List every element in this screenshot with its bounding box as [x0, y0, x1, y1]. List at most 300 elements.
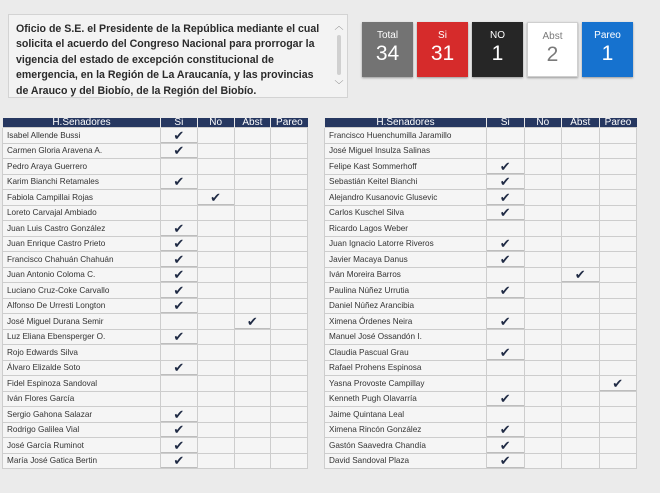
senator-name: Luz Eliana Ebensperger O. — [3, 329, 161, 345]
vote-cell-abst — [234, 298, 271, 314]
col-header-pareo: Pareo — [271, 118, 308, 128]
vote-cell-pareo — [599, 314, 637, 330]
vote-cell-pareo — [599, 174, 637, 190]
vote-cell-no — [197, 314, 234, 330]
vote-cell-pareo — [271, 376, 308, 392]
vote-cell-abst — [234, 205, 271, 221]
table-row — [3, 422, 308, 438]
senator-name: Gastón Saavedra Chandía — [325, 438, 487, 454]
vote-cell-si — [161, 267, 198, 283]
senator-name: Rodrigo Galilea Vial — [3, 422, 161, 438]
scroll-track[interactable] — [337, 35, 341, 75]
vote-cell-abst — [234, 345, 271, 361]
senator-name: Karim Bianchi Retamales — [3, 174, 161, 190]
senator-name: Loreto Carvajal Ambiado — [3, 205, 161, 221]
vote-cell-si — [161, 407, 198, 423]
vote-cell-abst — [234, 236, 271, 252]
vote-cell-no — [197, 174, 234, 190]
vote-cell-no — [197, 376, 234, 392]
vote-cell-abst — [562, 283, 600, 299]
vote-cell-pareo — [271, 174, 308, 190]
tally-pareo-value: 1 — [601, 42, 614, 65]
vote-cell-abst — [234, 438, 271, 454]
vote-cell-abst — [562, 314, 600, 330]
table-row — [3, 453, 308, 469]
checkmark-icon: ✔ — [210, 189, 222, 205]
table-row — [325, 314, 637, 330]
tally-total-label: Total — [376, 30, 399, 41]
checkmark-icon: ✔ — [499, 282, 511, 298]
vote-cell-abst — [234, 391, 271, 407]
vote-cell-pareo — [271, 314, 308, 330]
checkmark-icon: ✔ — [499, 391, 511, 407]
vote-cell-no — [524, 221, 562, 237]
vote-cell-si — [487, 360, 525, 376]
vote-cell-no — [524, 360, 562, 376]
vote-cell-pareo — [271, 360, 308, 376]
vote-cell-abst — [562, 329, 600, 345]
table-row — [325, 236, 637, 252]
checkmark-icon: ✔ — [173, 453, 185, 469]
table-row — [3, 267, 308, 283]
col-header-si: Si — [487, 118, 525, 128]
col-header-abst: Abst — [234, 118, 271, 128]
vote-cell-abst — [562, 438, 600, 454]
vote-cell-si — [487, 314, 525, 330]
vote-cell-no — [197, 236, 234, 252]
chevron-up-icon[interactable]: ︿ — [334, 21, 344, 31]
table-header-row — [325, 118, 637, 128]
table-row — [325, 221, 637, 237]
vote-cell-pareo — [271, 407, 308, 423]
table-row — [3, 143, 308, 159]
checkmark-icon: ✔ — [173, 329, 185, 345]
vote-cell-pareo — [599, 221, 637, 237]
senator-name: Luciano Cruz-Coke Carvallo — [3, 283, 161, 299]
checkmark-icon: ✔ — [173, 174, 185, 190]
motion-scrollbar[interactable] — [333, 19, 345, 91]
vote-cell-pareo — [271, 128, 308, 144]
vote-cell-pareo — [599, 252, 637, 268]
checkmark-icon: ✔ — [499, 437, 511, 453]
vote-cell-pareo — [271, 329, 308, 345]
vote-cell-si — [487, 190, 525, 206]
senators-right-body — [325, 128, 637, 469]
tally-si-label: Si — [438, 30, 447, 41]
vote-cell-pareo — [599, 283, 637, 299]
senator-name: Rafael Prohens Espinosa — [325, 360, 487, 376]
vote-cell-no — [524, 159, 562, 175]
senator-name: Sebastián Keitel Bianchi — [325, 174, 487, 190]
table-row — [3, 174, 308, 190]
checkmark-icon: ✔ — [499, 189, 511, 205]
table-row — [3, 314, 308, 330]
table-row — [3, 438, 308, 454]
vote-cell-abst — [562, 360, 600, 376]
col-header-no: No — [524, 118, 562, 128]
vote-cell-si — [161, 159, 198, 175]
vote-cell-pareo — [271, 391, 308, 407]
checkmark-icon: ✔ — [499, 236, 511, 252]
vote-cell-abst — [562, 174, 600, 190]
table-row — [3, 205, 308, 221]
checkmark-icon: ✔ — [499, 174, 511, 190]
checkmark-icon: ✔ — [173, 360, 185, 376]
table-row — [325, 174, 637, 190]
vote-cell-si — [487, 267, 525, 283]
vote-cell-abst — [234, 159, 271, 175]
senator-name: Daniel Núñez Arancibia — [325, 298, 487, 314]
vote-cell-no — [524, 252, 562, 268]
vote-cell-abst — [562, 267, 600, 283]
vote-cell-abst — [234, 190, 271, 206]
vote-cell-abst — [234, 283, 271, 299]
table-row — [3, 236, 308, 252]
senator-name: David Sandoval Plaza — [325, 453, 487, 469]
senator-name: José Miguel Insulza Salinas — [325, 143, 487, 159]
vote-cell-pareo — [599, 236, 637, 252]
vote-cell-si — [161, 236, 198, 252]
vote-cell-si — [161, 422, 198, 438]
vote-cell-si — [487, 391, 525, 407]
senators-table-left — [2, 118, 308, 469]
vote-cell-no — [197, 159, 234, 175]
vote-cell-no — [524, 314, 562, 330]
tally-no — [472, 22, 523, 77]
table-row — [325, 438, 637, 454]
vote-cell-abst — [234, 174, 271, 190]
vote-cell-pareo — [599, 422, 637, 438]
senator-name: Juan Ignacio Latorre Riveros — [325, 236, 487, 252]
vote-cell-si — [161, 128, 198, 144]
vote-cell-pareo — [271, 298, 308, 314]
table-row — [3, 283, 308, 299]
checkmark-icon: ✔ — [173, 437, 185, 453]
table-row — [325, 159, 637, 175]
senator-name: Jaime Quintana Leal — [325, 407, 487, 423]
senator-name: Iván Flores García — [3, 391, 161, 407]
vote-cell-pareo — [599, 345, 637, 361]
vote-cell-abst — [234, 221, 271, 237]
table-row — [325, 143, 637, 159]
vote-cell-pareo — [599, 159, 637, 175]
vote-cell-no — [524, 174, 562, 190]
table-row — [325, 360, 637, 376]
senator-name: Alejandro Kusanovic Glusevic — [325, 190, 487, 206]
senator-name: Claudia Pascual Grau — [325, 345, 487, 361]
vote-cell-si — [487, 143, 525, 159]
vote-cell-no — [197, 267, 234, 283]
checkmark-icon: ✔ — [173, 236, 185, 252]
vote-cell-no — [524, 407, 562, 423]
checkmark-icon: ✔ — [173, 406, 185, 422]
vote-cell-si — [487, 329, 525, 345]
col-header-pareo: Pareo — [599, 118, 637, 128]
vote-cell-abst — [562, 376, 600, 392]
senator-name: José Miguel Durana Semir — [3, 314, 161, 330]
vote-cell-si — [161, 298, 198, 314]
vote-cell-si — [161, 391, 198, 407]
table-row — [3, 190, 308, 206]
vote-cell-no — [524, 329, 562, 345]
table-row — [325, 407, 637, 423]
tally-abst-value: 2 — [546, 43, 559, 66]
tally-si — [417, 22, 468, 77]
checkmark-icon: ✔ — [499, 344, 511, 360]
vote-cell-pareo — [271, 205, 308, 221]
vote-cell-abst — [234, 360, 271, 376]
vote-cell-abst — [234, 407, 271, 423]
checkmark-icon: ✔ — [173, 251, 185, 267]
table-row — [3, 252, 308, 268]
vote-cell-abst — [562, 128, 600, 144]
vote-cell-pareo — [599, 128, 637, 144]
table-row — [325, 267, 637, 283]
vote-cell-no — [524, 128, 562, 144]
senator-name: Alfonso De Urresti Longton — [3, 298, 161, 314]
senator-name: Ximena Órdenes Neira — [325, 314, 487, 330]
vote-cell-abst — [562, 252, 600, 268]
vote-cell-no — [524, 190, 562, 206]
col-header-no: No — [197, 118, 234, 128]
vote-cell-abst — [562, 190, 600, 206]
checkmark-icon: ✔ — [173, 220, 185, 236]
senators-left-body — [3, 128, 308, 469]
vote-cell-no — [197, 345, 234, 361]
senator-name: Paulina Núñez Urrutia — [325, 283, 487, 299]
senator-name: Manuel José Ossandón I. — [325, 329, 487, 345]
table-row — [325, 128, 637, 144]
vote-cell-si — [161, 283, 198, 299]
vote-cell-si — [161, 252, 198, 268]
vote-cell-si — [487, 174, 525, 190]
vote-cell-pareo — [271, 345, 308, 361]
vote-cell-abst — [234, 314, 271, 330]
vote-cell-si — [161, 143, 198, 159]
vote-cell-si — [487, 345, 525, 361]
table-row — [3, 391, 308, 407]
table-header-row — [3, 118, 308, 128]
checkmark-icon: ✔ — [499, 158, 511, 174]
vote-cell-abst — [562, 453, 600, 469]
vote-cell-abst — [234, 376, 271, 392]
vote-cell-pareo — [599, 360, 637, 376]
vote-cell-si — [161, 174, 198, 190]
senator-name: Ximena Rincón González — [325, 422, 487, 438]
vote-cell-si — [161, 438, 198, 454]
vote-cell-no — [524, 376, 562, 392]
senator-name: Iván Moreira Barros — [325, 267, 487, 283]
senator-name: Javier Macaya Danus — [325, 252, 487, 268]
col-header-senadores: H.Senadores — [3, 118, 161, 128]
vote-cell-si — [487, 407, 525, 423]
senator-name: Carmen Gloria Aravena A. — [3, 143, 161, 159]
vote-cell-pareo — [271, 190, 308, 206]
table-row — [325, 190, 637, 206]
col-header-si: Si — [161, 118, 198, 128]
vote-cell-si — [487, 205, 525, 221]
senator-name: Pedro Araya Guerrero — [3, 159, 161, 175]
table-row — [325, 329, 637, 345]
vote-cell-abst — [234, 252, 271, 268]
vote-cell-si — [161, 329, 198, 345]
table-row — [3, 407, 308, 423]
vote-cell-si — [487, 252, 525, 268]
vote-cell-pareo — [599, 267, 637, 283]
vote-cell-no — [197, 391, 234, 407]
motion-panel — [8, 14, 348, 98]
vote-cell-si — [487, 422, 525, 438]
tally-abst — [527, 22, 578, 77]
senator-name: María José Gatica Bertin — [3, 453, 161, 469]
vote-cell-abst — [562, 159, 600, 175]
col-header-abst: Abst — [562, 118, 600, 128]
vote-cell-no — [197, 221, 234, 237]
checkmark-icon: ✔ — [499, 453, 511, 469]
vote-cell-abst — [562, 422, 600, 438]
vote-cell-abst — [562, 143, 600, 159]
vote-cell-no — [197, 422, 234, 438]
vote-cell-no — [524, 453, 562, 469]
vote-cell-pareo — [271, 252, 308, 268]
vote-cell-abst — [562, 236, 600, 252]
senators-table-right — [324, 118, 637, 469]
vote-cell-pareo — [599, 143, 637, 159]
vote-cell-no — [197, 438, 234, 454]
table-row — [3, 376, 308, 392]
vote-cell-no — [524, 391, 562, 407]
senator-name: Fabiola Campillai Rojas — [3, 190, 161, 206]
vote-cell-abst — [562, 345, 600, 361]
vote-cell-pareo — [271, 159, 308, 175]
checkmark-icon: ✔ — [574, 267, 586, 283]
vote-cell-no — [197, 252, 234, 268]
vote-cell-si — [487, 453, 525, 469]
table-row — [325, 453, 637, 469]
tally-total-value: 34 — [375, 42, 400, 65]
chevron-down-icon[interactable]: ﹀ — [334, 80, 344, 90]
checkmark-icon: ✔ — [173, 422, 185, 438]
senator-name: Rojo Edwards Silva — [3, 345, 161, 361]
vote-cell-no — [524, 283, 562, 299]
senator-name: Fidel Espinoza Sandoval — [3, 376, 161, 392]
table-row — [3, 128, 308, 144]
vote-cell-pareo — [271, 438, 308, 454]
vote-cell-si — [487, 376, 525, 392]
vote-cell-pareo — [271, 422, 308, 438]
vote-cell-no — [197, 298, 234, 314]
tally-no-value: 1 — [491, 42, 504, 65]
checkmark-icon: ✔ — [173, 267, 185, 283]
table-row — [325, 345, 637, 361]
vote-cell-abst — [562, 407, 600, 423]
col-header-senadores: H.Senadores — [325, 118, 487, 128]
table-row — [3, 329, 308, 345]
vote-cell-abst — [562, 205, 600, 221]
vote-cell-no — [197, 128, 234, 144]
vote-cell-abst — [562, 298, 600, 314]
vote-cell-pareo — [599, 190, 637, 206]
senator-name: Francisco Huenchumilla Jaramillo — [325, 128, 487, 144]
vote-cell-no — [524, 298, 562, 314]
vote-cell-no — [197, 329, 234, 345]
vote-cell-si — [487, 298, 525, 314]
tally-no-label: NO — [490, 30, 505, 41]
checkmark-icon: ✔ — [173, 127, 185, 143]
vote-cell-pareo — [271, 267, 308, 283]
senator-name: Isabel Allende Bussi — [3, 128, 161, 144]
vote-cell-no — [197, 283, 234, 299]
vote-cell-no — [524, 205, 562, 221]
vote-cell-si — [487, 283, 525, 299]
senator-name: Álvaro Elizalde Soto — [3, 360, 161, 376]
table-row — [3, 298, 308, 314]
vote-cell-no — [524, 345, 562, 361]
senator-name: José García Ruminot — [3, 438, 161, 454]
vote-cell-si — [161, 314, 198, 330]
vote-cell-no — [524, 236, 562, 252]
vote-cell-no — [197, 360, 234, 376]
table-row — [325, 391, 637, 407]
vote-cell-pareo — [599, 298, 637, 314]
tally-pareo — [582, 22, 633, 77]
vote-cell-no — [524, 143, 562, 159]
vote-cell-abst — [234, 267, 271, 283]
table-row — [325, 376, 637, 392]
table-row — [3, 159, 308, 175]
vote-cell-no — [197, 143, 234, 159]
table-row — [3, 345, 308, 361]
senator-name: Yasna Provoste Campillay — [325, 376, 487, 392]
tally-abst-label: Abst — [542, 31, 563, 42]
senator-name: Felipe Kast Sommerhoff — [325, 159, 487, 175]
vote-cell-si — [487, 438, 525, 454]
table-row — [3, 221, 308, 237]
checkmark-icon: ✔ — [499, 313, 511, 329]
vote-cell-pareo — [599, 438, 637, 454]
vote-cell-pareo — [599, 329, 637, 345]
checkmark-icon: ✔ — [499, 205, 511, 221]
vote-cell-no — [197, 190, 234, 206]
vote-cell-pareo — [599, 453, 637, 469]
vote-cell-pareo — [271, 236, 308, 252]
vote-cell-si — [487, 128, 525, 144]
table-row — [325, 252, 637, 268]
tally-total — [362, 22, 413, 77]
vote-cell-si — [161, 376, 198, 392]
vote-cell-no — [524, 267, 562, 283]
motion-text: Oficio de S.E. el Presidente de la República mediante el cual solicita el acuerdo del Congreso Nacional para prorrogar la vigencia del estado de excepción constitucional de emergencia, en la Región de La Araucanía, y las provincias de Arauco y del Biobío, de la Región del Biobío. — [16, 23, 320, 97]
vote-cell-pareo — [599, 407, 637, 423]
vote-cell-si — [487, 236, 525, 252]
checkmark-icon: ✔ — [173, 143, 185, 159]
senator-name: Kenneth Pugh Olavarría — [325, 391, 487, 407]
checkmark-icon: ✔ — [499, 422, 511, 438]
table-row — [325, 283, 637, 299]
vote-cell-si — [161, 190, 198, 206]
checkmark-icon: ✔ — [499, 251, 511, 267]
vote-cell-no — [524, 438, 562, 454]
tally-si-value: 31 — [430, 42, 455, 65]
table-row — [3, 360, 308, 376]
table-row — [325, 298, 637, 314]
checkmark-icon: ✔ — [612, 375, 624, 391]
senator-name: Ricardo Lagos Weber — [325, 221, 487, 237]
vote-cell-abst — [562, 221, 600, 237]
vote-cell-si — [487, 221, 525, 237]
vote-cell-pareo — [599, 391, 637, 407]
senator-name: Francisco Chahuán Chahuán — [3, 252, 161, 268]
